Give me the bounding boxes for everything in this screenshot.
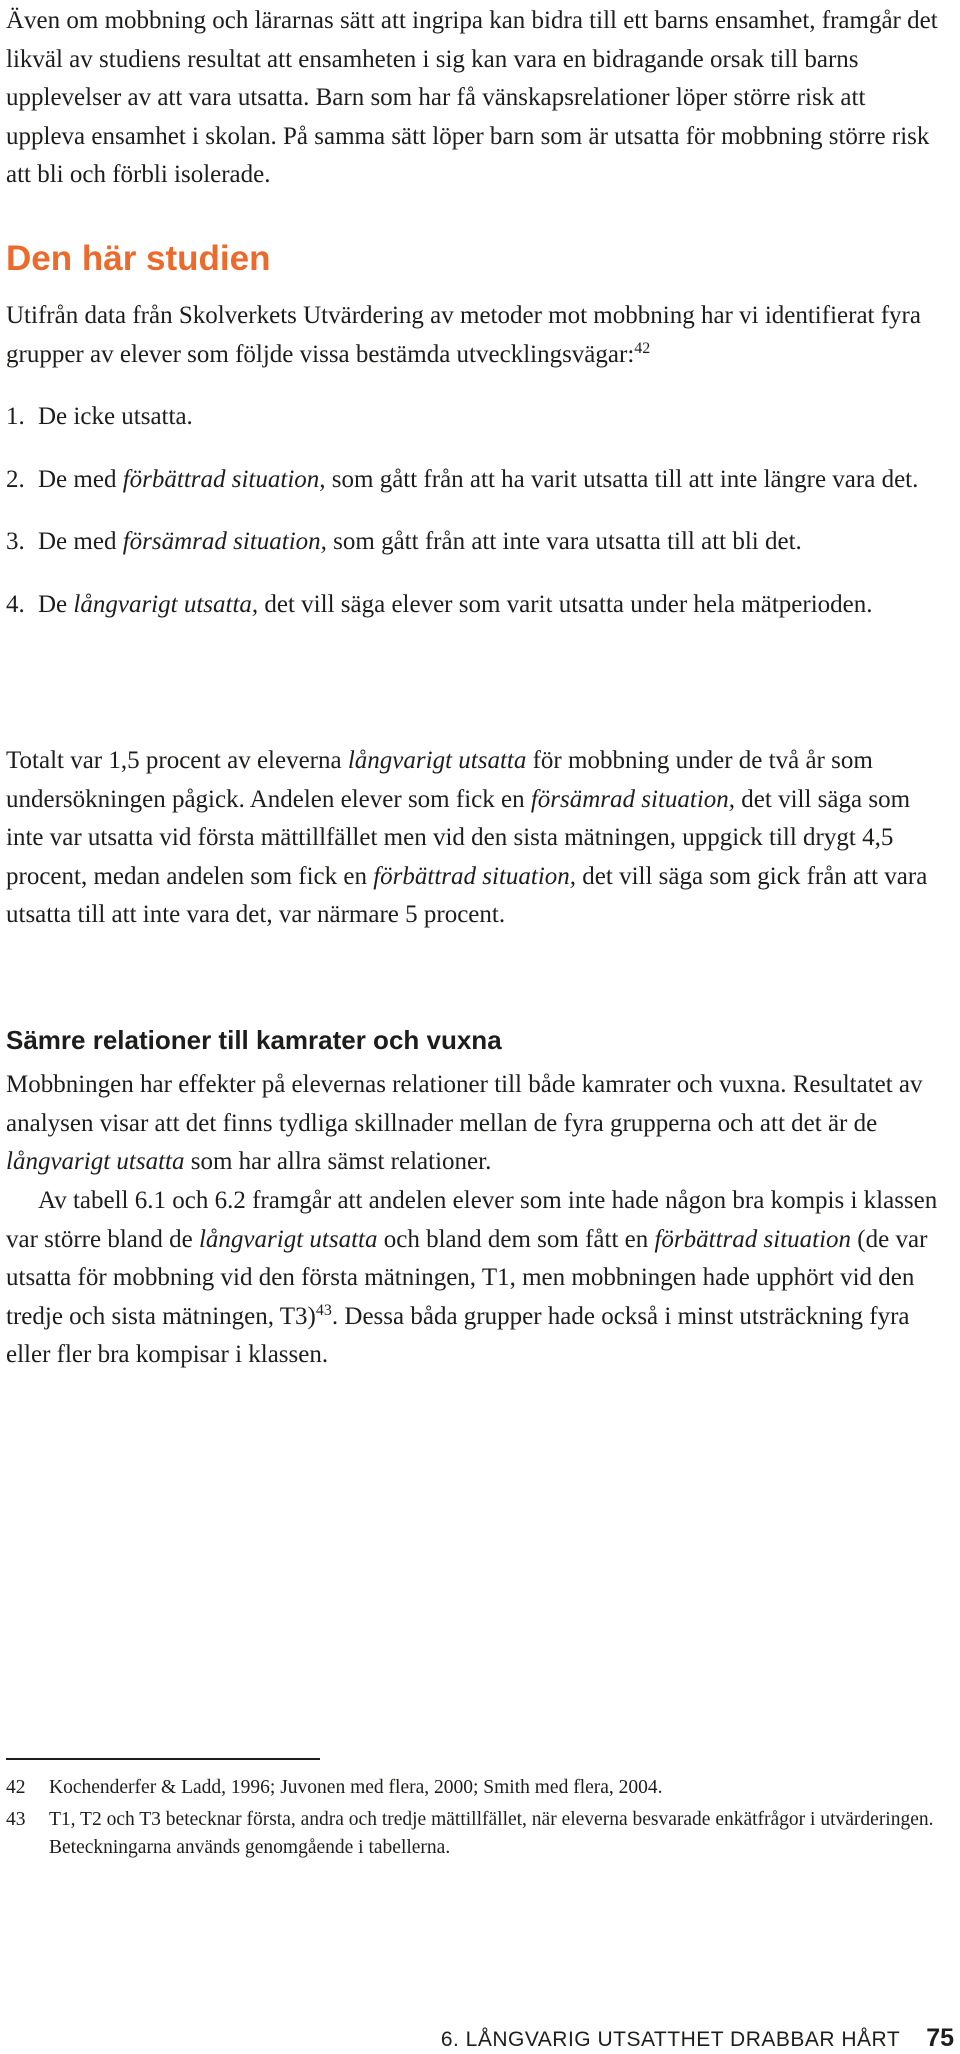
page-number: 75 (926, 2024, 954, 2052)
relations-paragraph: Mobbningen har effekter på elevernas relationer till både kamrater och vuxna. Resultatet av analysen visar att det finns tydliga skillnader mellan de fyra grupperna och att det är de långvarigt utsatta som har allra sämst relationer. (6, 1071, 923, 1175)
list-item: 4. De långvarigt utsatta, det vill säga elever som varit utsatta under hela mätperioden. (6, 586, 938, 625)
footnote-43 (6, 1806, 936, 1862)
footnote-ref-42[interactable]: 42 (634, 339, 651, 357)
section-lead-paragraph: Utifrån data från Skolverkets Utvärdering av metoder mot mobbning har vi identifierat fyra grupper av elever som följde vissa bestämda utvecklingsvägar:$^{42}$ (6, 302, 921, 368)
subsection-heading: Sämre relationer till kamrater och vuxna (6, 1025, 502, 1055)
footnote-text: Kochenderfer & Ladd, 1996; Juvonen med flera, 2000; Smith med flera, 2004. (49, 1777, 663, 1798)
list-item-number: 4. (6, 590, 25, 618)
footnote-ref-43[interactable]: 43 (315, 1301, 332, 1319)
list-item: 1. De icke utsatta. (6, 398, 938, 437)
footnote-number: 43 (6, 1809, 26, 1830)
footnote-divider (6, 1758, 320, 1760)
list-item: 3. De med försämrad situation, som gått från att inte vara utsatta till att bli det. (6, 523, 938, 562)
running-section-title: 6. LÅNGVARIG UTSATTHET DRABBAR HÅRT (440, 2028, 901, 2051)
section-heading: Den här studien (6, 239, 271, 278)
tables-paragraph: Av tabell 6.1 och 6.2 framgår att andelen elever som inte hade någon bra kompis i klassen var större bland de långvarigt utsatta och bland dem som fått en förbättrad situation (de var utsatta för mobbning vid den första mätningen, T1, men mobbningen hade upphört vid den tredje och sista mätningen, T3)$^{43}$. Dessa båda grupper hade också i minst utsträckning fyra eller fler bra kompisar i klassen. (6, 1187, 938, 1368)
footnote-number: 42 (6, 1777, 26, 1798)
group-list (6, 398, 938, 648)
footnote-42 (6, 1774, 936, 1802)
list-item: 2. De med förbättrad situation, som gått från att ha varit utsatta till att inte längre vara det. (6, 461, 938, 500)
list-item-number: 3. (6, 528, 25, 555)
list-item-number: 2. (6, 465, 25, 493)
totals-paragraph: Totalt var 1,5 procent av eleverna långvarigt utsatta för mobbning under de två år som undersökningen pågick. Andelen elever som fick en försämrad situation, det vill säga som inte var utsatta vid första mättillfället men vid den sista mätningen, uppgick till drygt 4,5 procent, medan andelen som fick en förbättrad situation, det vill säga som gick från att vara utsatta till att inte vara det, var närmare 5 procent. (6, 747, 928, 928)
page-footer (441, 2024, 954, 2054)
footnote-text: T1, T2 och T3 betecknar första, andra och tredje mättillfället, när eleverna besvarade enkätfrågor i utvärderingen. Beteckningarna används genomgående i tabellerna. (49, 1809, 934, 1858)
list-item-number: 1. (6, 403, 25, 430)
intro-paragraph: Även om mobbning och lärarnas sätt att ingripa kan bidra till ett barns ensamhet, framgår det likväl av studiens resultat att ensamheten i sig kan vara en bidragande orsak till barns upplevelser av att vara utsatta. Barn som har få vänskapsrelationer löper större risk att uppleva ensamhet i skolan. På samma sätt löper barn som är utsatta för mobbning större risk att bli och förbli isolerade. (6, 7, 938, 188)
